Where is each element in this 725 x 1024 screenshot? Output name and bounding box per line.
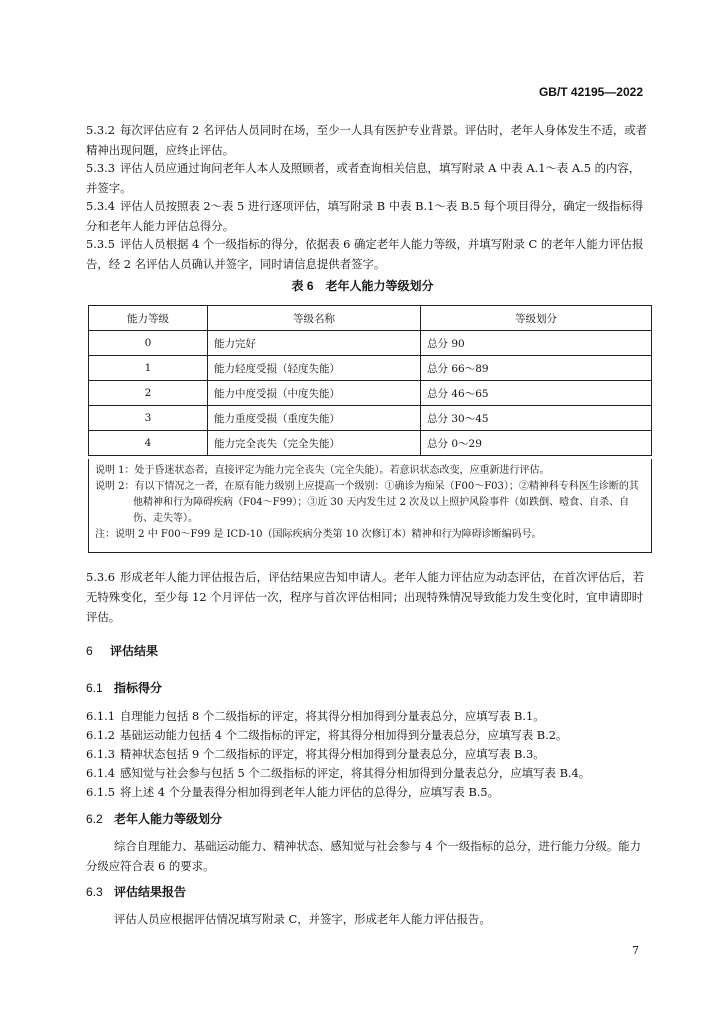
clause-text: 精神状态包括 9 个二级指标的评定，将其得分相加得到分量表总分，应填写表 B.3。	[120, 747, 545, 761]
clause-5-3-5	[86, 234, 650, 274]
section-heading-6-1	[86, 679, 162, 696]
clause-text: 评估人员根据 4 个一级指标的得分，依据表 6 确定老年人能力等级，并填写附录 C 的老年人能力评估报告，经 2 名评估人员确认并签字，同时请信息提供者签字。	[86, 237, 644, 271]
clause-5-3-4	[86, 196, 650, 236]
clause-text: 评估人员应通过询问老年人本人及照顾者，或者查询相关信息，填写附录 A 中表 A.1～表 A.5 的内容，并签字。	[86, 161, 641, 195]
clause-number: 6.1.3	[86, 747, 115, 761]
clause-text: 每次评估应有 2 名评估人员同时在场，至少一人具有医护专业背景。评估时，老年人身体发生不适，或者精神出现问题，应终止评估。	[86, 123, 648, 157]
table-note: 说明 2：有以下情况之一者，在原有能力级别上应提高一个级别：①确诊为痴呆（F00～F03）；②精神科专科医生诊断的其他精神和行为障碍疾病（F04～F99）；③近 30 天内发生过 2 次及以上照护风险事件（如跌倒、噎食、自杀、自伤、走失等）。	[95, 481, 639, 524]
level-name-cell: 能力中度受损（中度失能）	[208, 381, 421, 406]
level-name-cell: 能力轻度受损（轻度失能）	[208, 356, 421, 381]
clause-number: 6.1.1	[86, 709, 115, 723]
table-title: 表 6 老年人能力等级划分	[291, 279, 434, 293]
score-range-cell: 总分 90	[421, 331, 652, 356]
level-name-cell: 能力重度受损（重度失能）	[208, 406, 421, 431]
clause-5-3-2	[86, 120, 650, 160]
clause-number: 5.3.5	[86, 237, 115, 251]
section-title: 老年人能力等级划分	[114, 812, 223, 826]
clause-number: 5.3.4	[86, 199, 115, 213]
table-row	[89, 356, 652, 381]
level-cell: 1	[89, 356, 208, 381]
table-note: 注：说明 2 中 F00～F99 是 ICD-10（国际疾病分类第 10 次修订本）精神和行为障碍诊断编码号。	[95, 529, 542, 540]
score-range-cell: 总分 0～29	[421, 431, 652, 456]
clause-text: 基础运动能力包括 4 个二级指标的评定，将其得分相加得到分量表总分，应填写表 B.2。	[120, 728, 568, 742]
clause-5-3-3	[86, 158, 650, 198]
clause-6-1-3	[86, 744, 650, 764]
section-heading-6-2	[86, 810, 222, 827]
table-notes	[88, 459, 652, 553]
clause-text: 自理能力包括 8 个二级指标的评定，将其得分相加得到分量表总分，应填写表 B.1。	[120, 709, 545, 723]
section-title: 指标得分	[114, 681, 163, 695]
section-6-3-text: 评估人员应根据评估情况填写附录 C，并签字，形成老年人能力评估报告。	[114, 912, 491, 926]
clause-number: 5.3.2	[86, 123, 115, 137]
score-range-cell: 总分 66～89	[421, 356, 652, 381]
clause-text: 评估人员按照表 2～表 5 进行逐项评估，填写附录 B 中表 B.1～表 B.5 每个项目得分，确定一级指标得分和老年人能力评估总得分。	[86, 199, 644, 233]
section-6-2-text: 综合自理能力、基础运动能力、精神状态、感知觉与社会参与 4 个一级指标的总分，进行能力分级。能力分级应符合表 6 的要求。	[86, 839, 642, 873]
section-number: 6.3	[86, 885, 103, 899]
clause-number: 6.1.5	[86, 785, 115, 799]
column-header: 能力等级	[89, 306, 208, 331]
section-heading-6-3	[86, 883, 186, 900]
level-cell: 0	[89, 331, 208, 356]
table-header-row	[89, 306, 652, 331]
section-number: 6.2	[86, 812, 103, 826]
section-number: 6	[86, 644, 93, 658]
table-row	[89, 381, 652, 406]
clause-5-3-6	[86, 567, 650, 627]
clause-text: 形成老年人能力评估报告后，评估结果应告知申请人。老年人能力评估应为动态评估，在首次评估后，若无特殊变化，至少每 12 个月评估一次，程序与首次评估相同；出现特殊情况导致能力发生变化时，宜申请即时评估。	[86, 570, 644, 624]
table-row	[89, 406, 652, 431]
level-name-cell: 能力完全丧失（完全失能）	[208, 431, 421, 456]
table-note: 说明 1：处于昏迷状态者，直接评定为能力完全丧失（完全失能）。若意识状态改变，应重新进行评估。	[95, 465, 550, 476]
clause-number: 5.3.6	[86, 570, 115, 584]
score-range-cell: 总分 46～65	[421, 381, 652, 406]
standard-number: GB/T 42195—2022	[538, 85, 643, 99]
section-number: 6.1	[86, 681, 103, 695]
clause-6-1-1	[86, 706, 650, 726]
clause-6-1-4	[86, 763, 650, 783]
section-title: 评估结果报告	[114, 885, 187, 899]
level-cell: 3	[89, 406, 208, 431]
clause-6-1-5	[86, 782, 650, 802]
section-title: 评估结果	[110, 644, 159, 658]
section-heading-6	[86, 642, 158, 659]
column-header: 等级名称	[208, 306, 421, 331]
clause-6-1-2	[86, 725, 650, 745]
clause-number: 5.3.3	[86, 161, 115, 175]
clause-number: 6.1.2	[86, 728, 115, 742]
capability-level-table	[88, 305, 652, 456]
clause-text: 感知觉与社会参与包括 5 个二级指标的评定，将其得分相加得到分量表总分，应填写表 B.4。	[120, 766, 591, 780]
level-name-cell: 能力完好	[208, 331, 421, 356]
table-row	[89, 431, 652, 456]
page-number: 7	[632, 944, 639, 957]
clause-number: 6.1.4	[86, 766, 115, 780]
clause-text: 将上述 4 个分量表得分相加得到老年人能力评估的总得分，应填写表 B.5。	[120, 785, 500, 799]
level-cell: 2	[89, 381, 208, 406]
column-header: 等级划分	[421, 306, 652, 331]
table-row	[89, 331, 652, 356]
score-range-cell: 总分 30～45	[421, 406, 652, 431]
level-cell: 4	[89, 431, 208, 456]
